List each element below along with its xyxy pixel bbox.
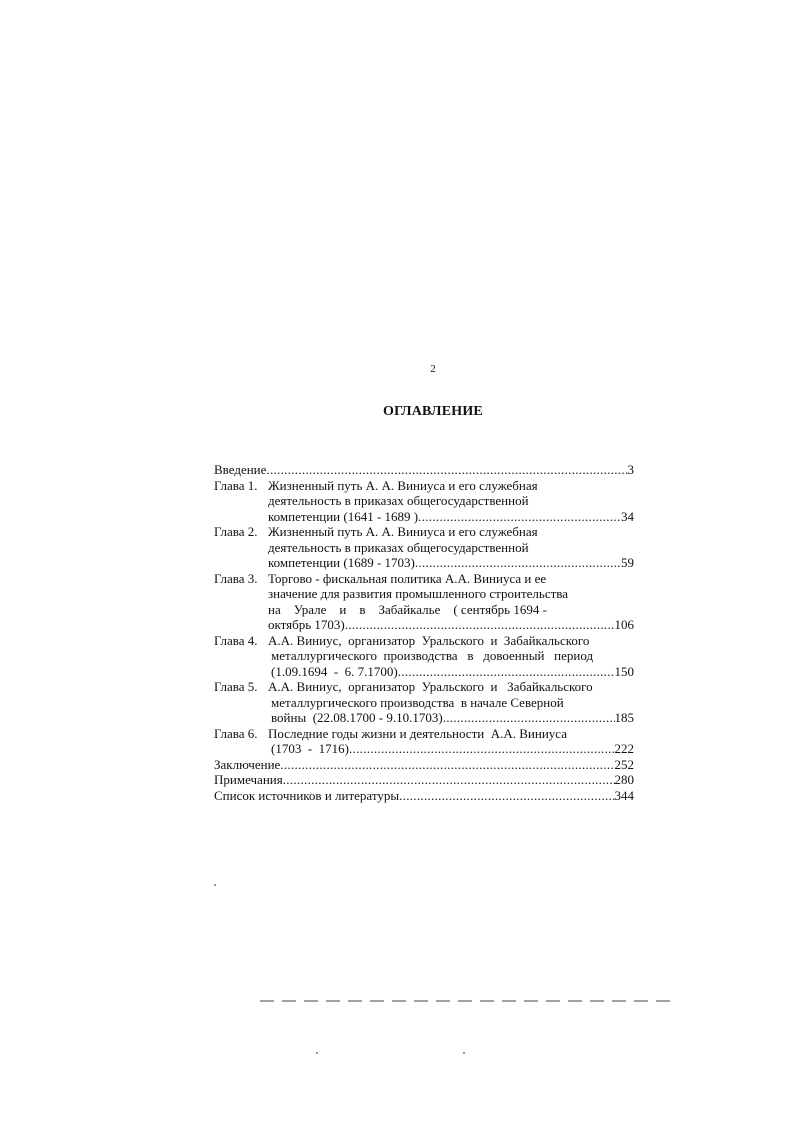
toc-entry-chapter-4[interactable] [214, 633, 634, 680]
dot-leader [349, 741, 615, 757]
toc-entry-page: 150 [614, 663, 634, 679]
dot-leader [266, 462, 627, 478]
chapter-title-line: Последние годы жизни и деятельности А.А. Виниуса [268, 725, 567, 741]
chapter-title-line: компетенции (1641 - 1689 ) [268, 508, 419, 524]
chapter-title-line: на Урале и в Забайкалье ( сентябрь 1694 - [268, 601, 547, 617]
chapter-title-line: металлургического производства в довоенный период [271, 648, 594, 663]
toc-entry-conclusion[interactable] [214, 757, 634, 773]
toc-entry-chapter-5[interactable] [214, 679, 634, 726]
dot-leader [398, 664, 615, 680]
toc-entry-page: 344 [614, 787, 634, 803]
chapter-title-line: деятельность в приказах общегосударственной [268, 539, 529, 555]
toc-entry-chapter-3[interactable] [214, 571, 634, 633]
scan-speck [463, 1052, 465, 1054]
chapter-title-line: Жизненный путь А. А. Виниуса и его служебная [268, 524, 538, 539]
chapter-title-line: металлургического производства в начале Северной [271, 694, 564, 710]
table-of-contents [214, 462, 634, 803]
toc-entry-chapter-6[interactable] [214, 726, 634, 757]
chapter-title-line: (1703 - 1716) [271, 741, 349, 756]
scan-speck [316, 1052, 318, 1054]
chapter-number: Глава 1. [214, 477, 258, 493]
toc-entry-page: 34 [621, 508, 634, 524]
page-number: 2 [430, 363, 436, 375]
toc-entry-intro[interactable] [214, 462, 634, 478]
dot-leader [418, 509, 621, 525]
toc-entry-label: Список источников и литературы [214, 787, 400, 803]
dot-leader [415, 555, 621, 571]
chapter-title-line: значение для развития промышленного строительства [268, 586, 569, 601]
chapter-number: Глава 4. [214, 632, 258, 648]
toc-entry-page: 106 [614, 617, 634, 632]
toc-entry-page: 280 [614, 772, 634, 787]
toc-entry-page: 3 [627, 462, 634, 477]
chapter-title-line: Жизненный путь А. А. Виниуса и его служебная [268, 477, 538, 493]
toc-entry-label: Примечания [214, 772, 283, 787]
chapter-title-line: октябрь 1703) [268, 617, 345, 632]
toc-entry-page: 185 [614, 710, 634, 725]
toc-entry-page: 222 [614, 741, 634, 756]
chapter-title-line: (1.09.1694 - 6. 7.1700) [271, 663, 398, 679]
chapter-number: Глава 2. [214, 524, 258, 539]
chapter-title-line: А.А. Виниус, организатор Уральского и Забайкальского [268, 632, 590, 648]
chapter-title-line: войны (22.08.1700 - 9.10.1703) [271, 710, 443, 725]
toc-entry-chapter-2[interactable] [214, 524, 634, 571]
scan-artifact-dashes [260, 1000, 675, 1002]
toc-entry-sources[interactable] [214, 788, 634, 804]
chapter-title-line: Торгово - фискальная политика А.А. Виниуса и ее [268, 570, 547, 586]
dot-leader [399, 788, 614, 804]
toc-entry-label: Введение [214, 462, 267, 477]
scan-speck [214, 884, 216, 886]
toc-entry-notes[interactable] [214, 772, 634, 788]
toc-entry-page: 252 [614, 756, 634, 772]
chapter-number: Глава 6. [214, 725, 258, 741]
toc-entry-page: 59 [621, 555, 634, 570]
dot-leader [280, 757, 614, 773]
chapter-title-line: компетенции (1689 - 1703) [268, 555, 415, 570]
chapter-number: Глава 5. [214, 679, 258, 694]
dot-leader [443, 710, 615, 726]
dot-leader [283, 772, 615, 788]
dot-leader [345, 617, 615, 633]
chapter-title-line: А.А. Виниус, организатор Уральского и Забайкальского [268, 679, 593, 694]
toc-entry-chapter-1[interactable] [214, 478, 634, 525]
page-title: ОГЛАВЛЕНИЕ [383, 404, 483, 419]
chapter-title-line: деятельность в приказах общегосударственной [268, 493, 529, 508]
toc-entry-label: Заключение [214, 756, 281, 772]
chapter-number: Глава 3. [214, 570, 258, 586]
